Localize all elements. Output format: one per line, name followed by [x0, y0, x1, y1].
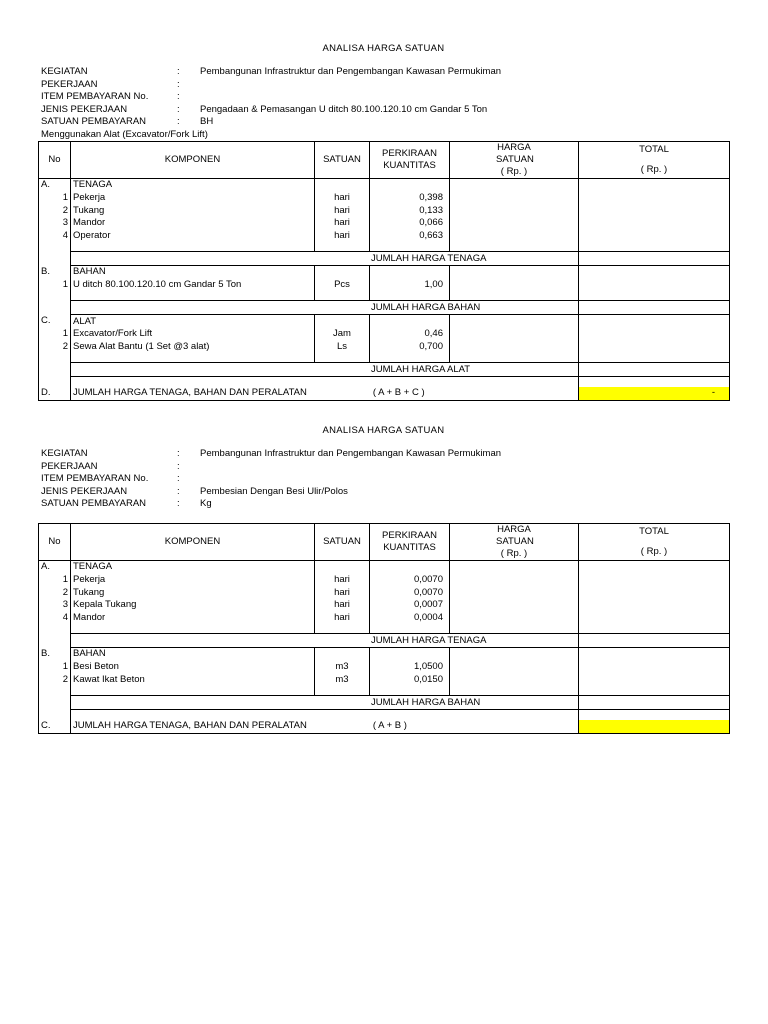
- subtotal-label: JUMLAH HARGA BAHAN: [71, 696, 579, 710]
- section-code: C.: [39, 315, 71, 328]
- info-label: SATUAN PEMBAYARAN: [41, 498, 147, 510]
- info-sep: :: [177, 116, 180, 128]
- row-unit: hari: [315, 599, 370, 612]
- info-value: [200, 79, 729, 92]
- info-row: [38, 448, 729, 461]
- info-row: [38, 104, 729, 117]
- row-name: Pekerja: [71, 574, 315, 587]
- header-total-unit: ( Rp. ): [640, 545, 668, 557]
- header-kuantitas: PERKIRAAN KUANTITAS: [370, 141, 450, 178]
- grand-total-row: [39, 720, 730, 733]
- analysis-sheet-2: [38, 424, 729, 734]
- row-name: Mandor: [71, 612, 315, 625]
- info-sep: :: [177, 66, 180, 77]
- sheet-title: ANALISA HARGA SATUAN: [322, 425, 445, 436]
- info-label: KEGIATAN: [41, 448, 88, 459]
- row-qty: 0,0070: [370, 586, 450, 599]
- row-name: Pekerja: [71, 192, 315, 205]
- row-no: 3: [39, 217, 71, 230]
- header-harga-label: HARGA SATUAN: [496, 523, 534, 547]
- section-code: A.: [39, 560, 71, 573]
- info-block: [38, 66, 729, 129]
- equipment-note: Menggunakan Alat (Excavator/Fork Lift): [41, 128, 208, 140]
- header-kuantitas: PERKIRAAN KUANTITAS: [370, 523, 450, 560]
- row-qty: 0,133: [370, 204, 450, 217]
- blank-row: [39, 242, 730, 252]
- header-harga: [450, 523, 579, 560]
- table-row: [39, 574, 730, 587]
- header-harga-unit: ( Rp. ): [500, 165, 528, 177]
- section-name: BAHAN: [71, 266, 315, 279]
- section-row: [39, 266, 730, 279]
- row-no: 1: [39, 661, 71, 674]
- info-label: PEKERJAAN: [41, 460, 98, 472]
- analysis-sheet-1: [38, 42, 729, 401]
- row-name: Tukang: [71, 586, 315, 599]
- row-unit: Ls: [315, 341, 370, 354]
- info-row: [38, 461, 729, 474]
- row-no: 2: [39, 204, 71, 217]
- total-code: D.: [39, 387, 71, 400]
- row-qty: 0,0150: [370, 673, 450, 686]
- subtotal-label: JUMLAH HARGA ALAT: [71, 363, 579, 377]
- info-row: [38, 498, 729, 511]
- row-no: 2: [39, 586, 71, 599]
- blank-row: [39, 376, 730, 387]
- info-sep: :: [177, 103, 180, 115]
- row-qty: 0,0007: [370, 599, 450, 612]
- row-qty: 1,0500: [370, 661, 450, 674]
- info-label: PEKERJAAN: [41, 78, 98, 90]
- header-komponen: KOMPONEN: [71, 141, 315, 178]
- subtotal-row: [39, 696, 730, 710]
- row-name: Tukang: [71, 204, 315, 217]
- total-formula: ( A + B ): [372, 720, 407, 732]
- subtotal-row: [39, 634, 730, 648]
- row-unit: hari: [315, 612, 370, 625]
- grand-total-value: [579, 720, 730, 733]
- info-sep: :: [177, 498, 180, 510]
- info-value: [200, 473, 729, 486]
- row-name: Sewa Alat Bantu (1 Set @3 alat): [71, 341, 315, 354]
- table-row: [39, 586, 730, 599]
- info-row: [38, 79, 729, 92]
- row-unit: hari: [315, 230, 370, 243]
- info-label: SATUAN PEMBAYARAN: [41, 116, 147, 128]
- header-satuan: SATUAN: [315, 141, 370, 178]
- total-label-cell: [71, 720, 579, 733]
- row-unit: hari: [315, 586, 370, 599]
- blank-row: [39, 686, 730, 696]
- cost-table: [38, 141, 730, 401]
- info-sep: :: [177, 78, 180, 90]
- section-name: BAHAN: [71, 648, 315, 661]
- total-code: C.: [39, 720, 71, 733]
- row-no: 4: [39, 612, 71, 625]
- info-row: [38, 473, 729, 486]
- row-name: U ditch 80.100.120.10 cm Gandar 5 Ton: [71, 279, 315, 292]
- row-name: Kawat Ikat Beton: [71, 673, 315, 686]
- header-total-unit: ( Rp. ): [640, 163, 668, 175]
- blank-row: [39, 709, 730, 720]
- info-value: Pembangunan Infrastruktur dan Pengembangan Kawasan Permukiman: [200, 66, 502, 77]
- row-qty: 0,0004: [370, 612, 450, 625]
- row-no: 4: [39, 230, 71, 243]
- row-no: 1: [39, 328, 71, 341]
- info-sep: :: [177, 448, 180, 459]
- table-row: [39, 230, 730, 243]
- info-row: [38, 66, 729, 79]
- info-value: [200, 91, 729, 104]
- table-row: [39, 279, 730, 292]
- table-row: [39, 328, 730, 341]
- table-row: [39, 612, 730, 625]
- row-qty: 0,700: [370, 341, 450, 354]
- info-value: Pembesian Dengan Besi Ulir/Polos: [200, 485, 348, 497]
- header-total: [579, 523, 730, 560]
- header-total-label: TOTAL: [639, 525, 669, 537]
- info-row: [38, 116, 729, 129]
- row-name: Operator: [71, 230, 315, 243]
- table-row: [39, 341, 730, 354]
- row-no: 1: [39, 279, 71, 292]
- row-no: 1: [39, 192, 71, 205]
- section-code: B.: [39, 648, 71, 661]
- table-row: [39, 204, 730, 217]
- row-unit: Jam: [315, 328, 370, 341]
- info-sep: :: [177, 91, 180, 103]
- info-value: Pembangunan Infrastruktur dan Pengembangan Kawasan Permukiman: [200, 448, 502, 459]
- header-harga-unit: ( Rp. ): [500, 547, 528, 559]
- subtotal-row: [39, 252, 730, 266]
- section-code: B.: [39, 266, 71, 279]
- info-row: [38, 486, 729, 499]
- row-qty: 0,0070: [370, 574, 450, 587]
- total-formula: ( A + B + C ): [372, 387, 425, 399]
- row-name: Kepala Tukang: [71, 599, 315, 612]
- info-sep: :: [177, 485, 180, 497]
- table-row: [39, 217, 730, 230]
- table-row: [39, 192, 730, 205]
- row-qty: 1,00: [370, 279, 450, 292]
- subtotal-label: JUMLAH HARGA BAHAN: [71, 301, 579, 315]
- row-name: Mandor: [71, 217, 315, 230]
- blank-row: [39, 353, 730, 363]
- subtotal-label: JUMLAH HARGA TENAGA: [71, 634, 579, 648]
- row-qty: 0,46: [370, 328, 450, 341]
- blank-row: [39, 624, 730, 634]
- header-no: No: [39, 141, 71, 178]
- section-name: TENAGA: [71, 178, 315, 191]
- total-label: JUMLAH HARGA TENAGA, BAHAN DAN PERALATAN: [73, 387, 307, 399]
- info-value: Kg: [200, 498, 212, 510]
- info-block: [38, 448, 729, 511]
- info-label: JENIS PEKERJAAN: [41, 485, 128, 497]
- table-row: [39, 599, 730, 612]
- row-unit: Pcs: [315, 279, 370, 292]
- row-name: Besi Beton: [71, 661, 315, 674]
- info-sep: :: [177, 473, 180, 485]
- info-value: [200, 461, 729, 474]
- header-total-label: TOTAL: [639, 143, 669, 155]
- info-row: [38, 91, 729, 104]
- total-label-cell: [71, 387, 579, 400]
- total-label: JUMLAH HARGA TENAGA, BAHAN DAN PERALATAN: [73, 720, 307, 732]
- header-harga: [450, 141, 579, 178]
- section-row: [39, 648, 730, 661]
- section-row: [39, 315, 730, 328]
- row-unit: m3: [315, 673, 370, 686]
- header-komponen: KOMPONEN: [71, 523, 315, 560]
- info-label: KEGIATAN: [41, 66, 88, 77]
- info-label: ITEM PEMBAYARAN No.: [41, 91, 149, 103]
- info-label: ITEM PEMBAYARAN No.: [41, 473, 149, 485]
- section-row: [39, 178, 730, 191]
- sheet-title: ANALISA HARGA SATUAN: [322, 43, 445, 54]
- row-qty: 0,663: [370, 230, 450, 243]
- grand-total-row: [39, 387, 730, 400]
- table-row: [39, 661, 730, 674]
- info-value: BH: [200, 116, 214, 128]
- blank-row: [39, 291, 730, 301]
- subtotal-row: [39, 363, 730, 377]
- info-sep: :: [177, 460, 180, 472]
- row-unit: hari: [315, 574, 370, 587]
- table-header: [39, 523, 730, 560]
- section-code: A.: [39, 178, 71, 191]
- table-row: [39, 673, 730, 686]
- row-unit: hari: [315, 192, 370, 205]
- row-unit: hari: [315, 217, 370, 230]
- subtotal-row: [39, 301, 730, 315]
- row-no: 1: [39, 574, 71, 587]
- section-name: TENAGA: [71, 560, 315, 573]
- cost-table: [38, 523, 730, 734]
- row-no: 3: [39, 599, 71, 612]
- header-no: No: [39, 523, 71, 560]
- row-unit: hari: [315, 204, 370, 217]
- row-unit: m3: [315, 661, 370, 674]
- row-qty: 0,398: [370, 192, 450, 205]
- subtotal-label: JUMLAH HARGA TENAGA: [71, 252, 579, 266]
- header-total: [579, 141, 730, 178]
- row-no: 2: [39, 673, 71, 686]
- table-header: [39, 141, 730, 178]
- info-label: JENIS PEKERJAAN: [41, 103, 128, 115]
- section-row: [39, 560, 730, 573]
- grand-total-value: -: [579, 387, 730, 400]
- row-no: 2: [39, 341, 71, 354]
- header-harga-label: HARGA SATUAN: [496, 141, 534, 165]
- row-qty: 0,066: [370, 217, 450, 230]
- header-satuan: SATUAN: [315, 523, 370, 560]
- section-name: ALAT: [71, 315, 315, 328]
- info-value: Pengadaan & Pemasangan U ditch 80.100.120.10 cm Gandar 5 Ton: [200, 103, 488, 115]
- row-name: Excavator/Fork Lift: [71, 328, 315, 341]
